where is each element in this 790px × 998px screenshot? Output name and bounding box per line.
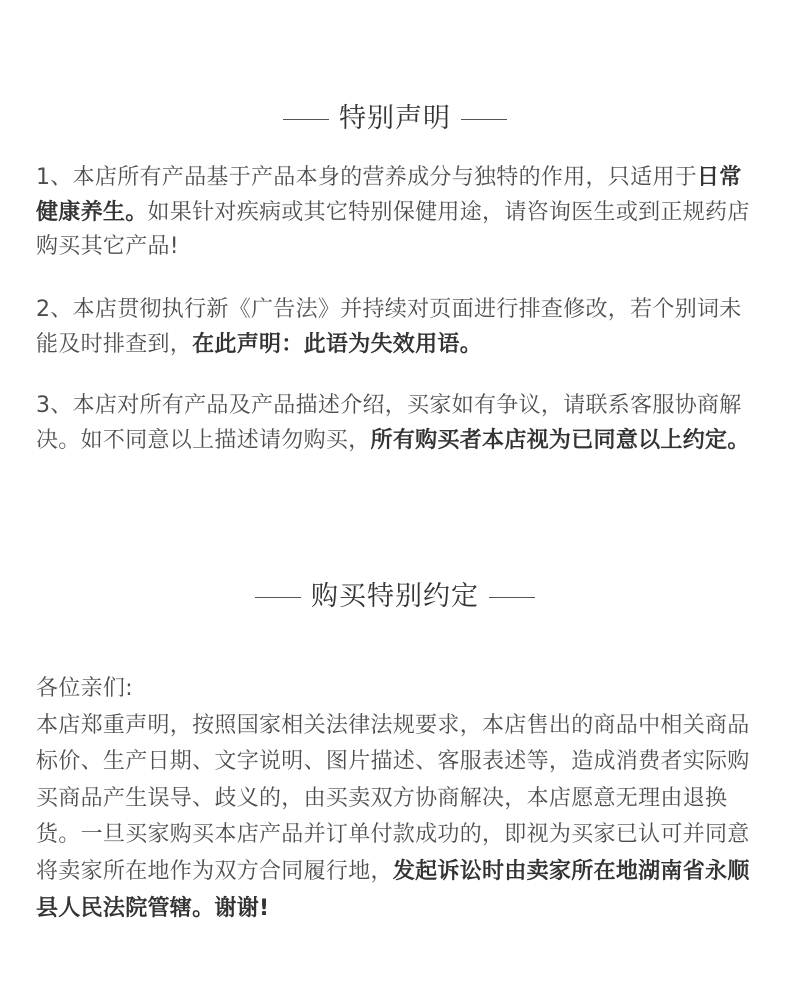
- statement-item-1-text-after: 如果针对疾病或其它特别保健用途，请咨询医生或到正规药店购买其它产品!: [36, 199, 750, 259]
- purchase-agreement-title: 购买特别约定: [311, 581, 479, 612]
- statement-item-2-bold: 在此声明：此语为失效用语。: [192, 331, 483, 357]
- statement-item-2-text: 2、本店贯彻执行新《广告法》并持续对页面进行排查修改，若个别词未能及时排查到，: [36, 297, 742, 357]
- statement-item-3: [36, 389, 758, 458]
- heading-right-dash: [461, 119, 507, 120]
- greeting: 各位亲们:: [36, 676, 133, 701]
- statement-item-1: [36, 161, 758, 265]
- agreement-bold: 发起诉讼时由卖家所在地湖南省永顺县人民法院管辖。谢谢!: [36, 858, 750, 921]
- statement-item-1-bold: 日常健康养生。: [36, 165, 742, 225]
- agreement-text: 本店郑重声明，按照国家相关法律法规要求，本店售出的商品中相关商品标价、生产日期、文字说明、图片描述、客服表述等，造成消费者实际购买商品产生误导、歧义的，由买卖双方协商解决，本店愿意无理由退换货。一旦买家购买本店产品并订单付款成功的，即视为买家已认可并同意将卖家所在地作为双方合同履行地，: [36, 712, 750, 884]
- statement-item-3-text: 3、本店对所有产品及产品描述介绍，买家如有争议，请联系客服协商解决。如不同意以上描述请勿购买，: [36, 393, 742, 453]
- special-statement-title: 特别声明: [339, 103, 451, 134]
- statement-item-2: [36, 293, 758, 362]
- purchase-agreement-body: [36, 671, 758, 927]
- statement-item-1-text: 1、本店所有产品基于产品本身的营养成分与独特的作用，只适用于: [36, 165, 697, 190]
- heading-left-dash: [255, 597, 301, 598]
- heading-left-dash: [283, 119, 329, 120]
- statement-item-3-bold: 所有购买者本店视为已同意以上约定。: [370, 427, 750, 453]
- heading-right-dash: [489, 597, 535, 598]
- purchase-agreement-heading: [0, 579, 790, 615]
- special-statement-heading: [0, 101, 790, 137]
